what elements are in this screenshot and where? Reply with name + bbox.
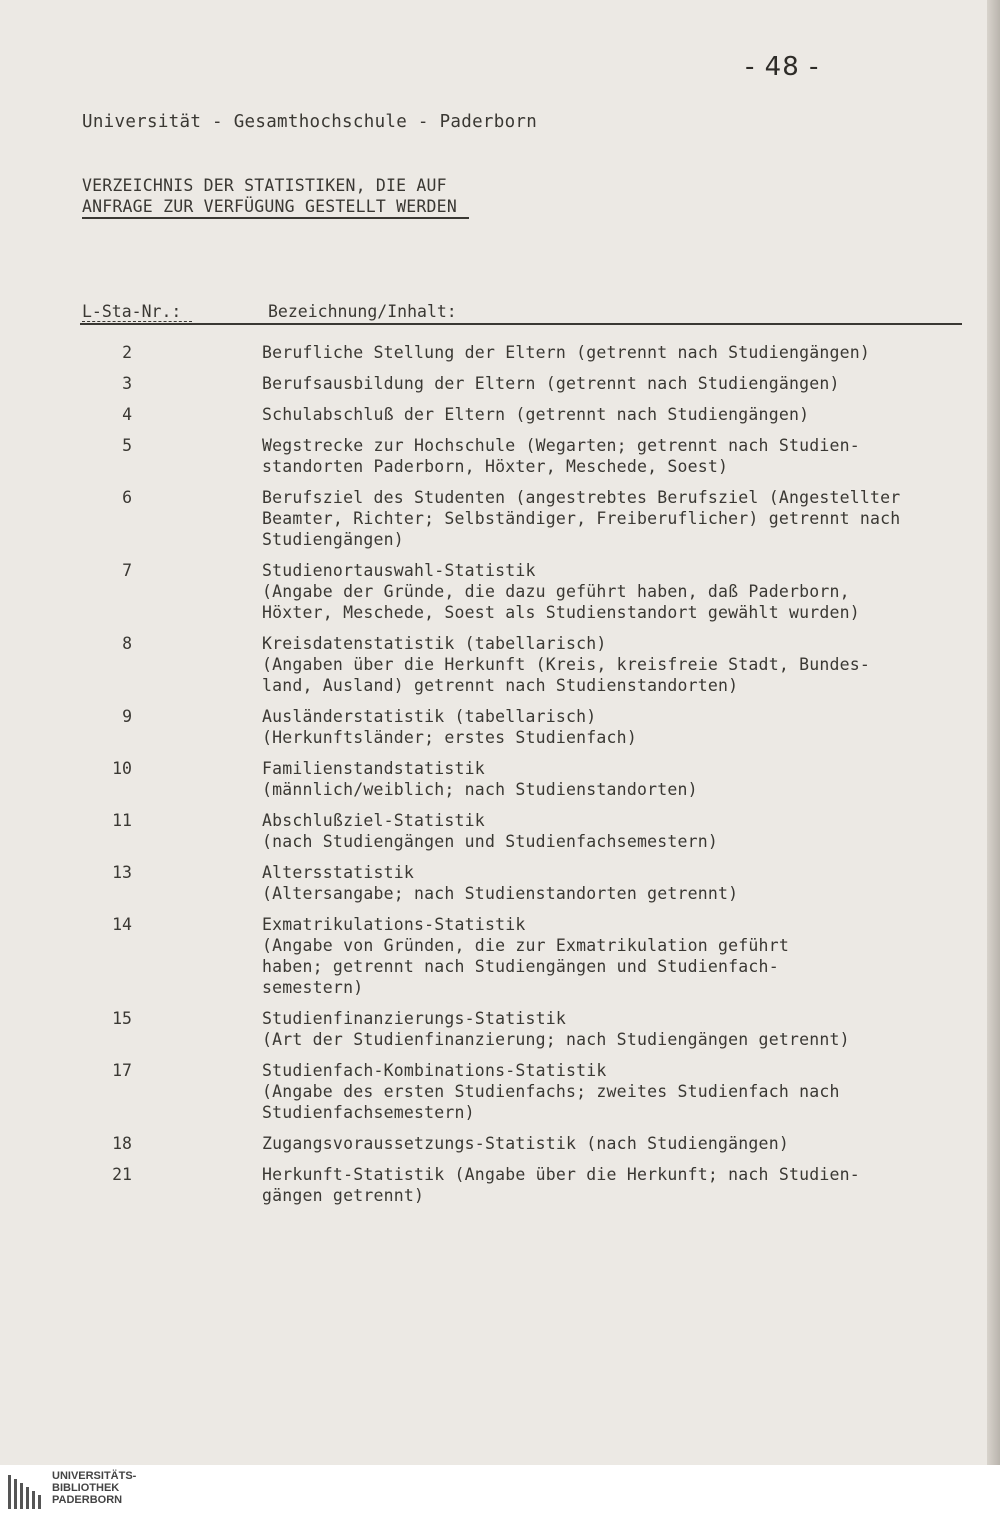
statistic-row	[0, 560, 987, 623]
statistic-description-line: Studienfach-Kombinations-Statistik	[262, 1061, 607, 1080]
statistic-description-line: land, Ausland) getrennt nach Studienstandorten)	[262, 676, 739, 695]
statistic-description-line: Ausländerstatistik (tabellarisch)	[262, 707, 597, 726]
document-title-line-1: VERZEICHNIS DER STATISTIKEN, DIE AUF	[82, 176, 447, 195]
statistic-description-line: Exmatrikulations-Statistik	[262, 915, 526, 934]
statistic-description	[262, 914, 942, 998]
statistic-description	[262, 810, 942, 852]
statistic-number: 14	[112, 915, 132, 934]
statistic-description	[262, 862, 942, 904]
library-footer	[0, 1465, 1000, 1519]
statistic-description-line: Studienortauswahl-Statistik	[262, 561, 536, 580]
statistic-number: 11	[112, 811, 132, 830]
statistic-row	[0, 404, 987, 425]
statistic-description	[262, 342, 942, 363]
column-header-description: Bezeichnung/Inhalt:	[268, 302, 457, 321]
statistic-description	[262, 404, 942, 425]
statistic-number: 18	[112, 1134, 132, 1153]
statistic-description	[262, 1164, 942, 1206]
page-edge	[987, 0, 1000, 1465]
statistic-description-line: (Angabe der Gründe, die dazu geführt haben, daß Paderborn,	[262, 582, 850, 601]
statistic-description	[262, 435, 942, 477]
statistic-row	[0, 810, 987, 852]
statistic-description-line: (Angabe von Gründen, die zur Exmatrikulation geführt	[262, 936, 789, 955]
library-name-line-2: BIBLIOTHEK	[52, 1482, 120, 1494]
statistic-description-line: Studienfinanzierungs-Statistik	[262, 1009, 567, 1028]
statistic-number: 7	[122, 561, 132, 580]
statistic-number: 3	[122, 374, 132, 393]
statistic-row	[0, 342, 987, 363]
document-title-line-2: ANFRAGE ZUR VERFÜGUNG GESTELLT WERDEN	[82, 197, 469, 219]
statistic-description	[262, 758, 942, 800]
statistic-description	[262, 633, 942, 696]
statistic-row	[0, 633, 987, 696]
statistic-description-line: Höxter, Meschede, Soest als Studienstandort gewählt wurden)	[262, 603, 860, 622]
statistics-list	[0, 342, 987, 1216]
statistic-description-line: Familienstandstatistik	[262, 759, 485, 778]
library-name-line-3: PADERBORN	[52, 1494, 123, 1506]
statistic-description	[262, 560, 942, 623]
statistic-description-line: (Herkunftsländer; erstes Studienfach)	[262, 728, 637, 747]
statistic-description	[262, 706, 942, 748]
statistic-description-line: Beamter, Richter; Selbständiger, Freiberuflicher) getrennt nach	[262, 509, 901, 528]
statistic-description-line: Zugangsvoraussetzungs-Statistik (nach Studiengängen)	[262, 1134, 789, 1153]
statistic-number: 15	[112, 1009, 132, 1028]
statistic-row	[0, 1164, 987, 1206]
library-name	[52, 1470, 136, 1506]
statistic-description-line: Studiengängen)	[262, 530, 404, 549]
statistic-description-line: Berufsausbildung der Eltern (getrennt nach Studiengängen)	[262, 374, 840, 393]
university-heading: Universität - Gesamthochschule - Paderborn	[82, 112, 538, 132]
header-divider	[80, 323, 962, 325]
statistic-description-line: Berufliche Stellung der Eltern (getrennt nach Studiengängen)	[262, 343, 871, 362]
statistic-row	[0, 862, 987, 904]
statistic-description-line: Kreisdatenstatistik (tabellarisch)	[262, 634, 607, 653]
statistic-row	[0, 1060, 987, 1123]
statistic-number: 13	[112, 863, 132, 882]
statistic-number: 17	[112, 1061, 132, 1080]
statistic-description-line: (Angaben über die Herkunft (Kreis, kreisfreie Stadt, Bundes-	[262, 655, 871, 674]
column-header-number: L-Sta-Nr.:	[82, 302, 192, 322]
statistic-row	[0, 373, 987, 394]
statistic-row	[0, 1133, 987, 1154]
statistic-number: 4	[122, 405, 132, 424]
statistic-description-line: (Art der Studienfinanzierung; nach Studiengängen getrennt)	[262, 1030, 850, 1049]
library-logo-icon	[6, 1473, 44, 1511]
statistic-description-line: Altersstatistik	[262, 863, 415, 882]
statistic-description-line: (männlich/weiblich; nach Studienstandorten)	[262, 780, 698, 799]
statistic-description-line: haben; getrennt nach Studiengängen und Studienfach-	[262, 957, 779, 976]
statistic-number: 21	[112, 1165, 132, 1184]
statistic-description-line: Berufsziel des Studenten (angestrebtes Berufsziel (Angestellter	[262, 488, 901, 507]
statistic-number: 6	[122, 488, 132, 507]
statistic-row	[0, 1008, 987, 1050]
statistic-description-line: standorten Paderborn, Höxter, Meschede, Soest)	[262, 457, 729, 476]
statistic-description-line: Studienfachsemestern)	[262, 1103, 475, 1122]
statistic-number: 10	[112, 759, 132, 778]
statistic-description	[262, 1060, 942, 1123]
statistic-number: 9	[122, 707, 132, 726]
statistic-description-line: Wegstrecke zur Hochschule (Wegarten; getrennt nach Studien-	[262, 436, 860, 455]
statistic-description-line: Herkunft-Statistik (Angabe über die Herkunft; nach Studien-	[262, 1165, 860, 1184]
statistic-number: 8	[122, 634, 132, 653]
statistic-description-line: gängen getrennt)	[262, 1186, 425, 1205]
statistic-row	[0, 487, 987, 550]
statistic-row	[0, 914, 987, 998]
statistic-description	[262, 487, 942, 550]
statistic-description-line: Abschlußziel-Statistik	[262, 811, 485, 830]
statistic-description	[262, 1133, 942, 1154]
statistic-description-line: semestern)	[262, 978, 364, 997]
statistic-description-line: (Altersangabe; nach Studienstandorten getrennt)	[262, 884, 739, 903]
statistic-row	[0, 706, 987, 748]
statistic-description-line: (nach Studiengängen und Studienfachsemestern)	[262, 832, 719, 851]
statistic-description-line: (Angabe des ersten Studienfachs; zweites Studienfach nach	[262, 1082, 840, 1101]
statistic-description-line: Schulabschluß der Eltern (getrennt nach Studiengängen)	[262, 405, 810, 424]
statistic-row	[0, 435, 987, 477]
statistic-description	[262, 373, 942, 394]
statistic-number: 5	[122, 436, 132, 455]
statistic-row	[0, 758, 987, 800]
library-name-line-1: UNIVERSITÄTS-	[52, 1470, 137, 1482]
page-number: - 48 -	[745, 52, 820, 82]
statistic-description	[262, 1008, 942, 1050]
statistic-number: 2	[122, 343, 132, 362]
